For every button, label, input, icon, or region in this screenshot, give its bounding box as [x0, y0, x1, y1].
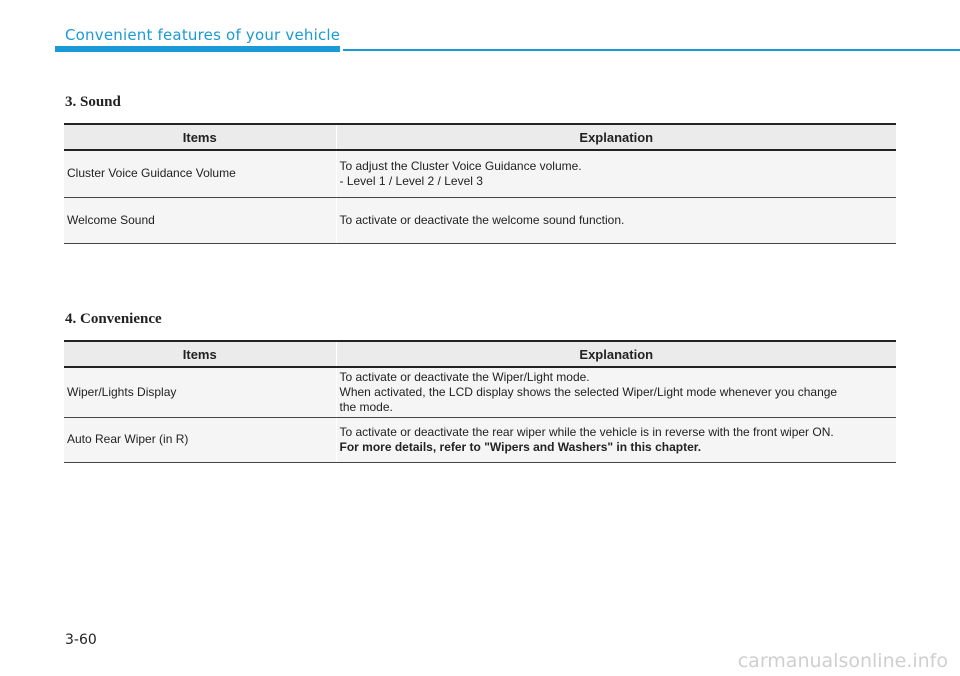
explanation-cell [336, 367, 896, 417]
explanation-line: When activated, the LCD display shows the selected Wiper/Light mode whenever you change [339, 384, 838, 399]
table-row [64, 417, 896, 462]
page-number: 3-60 [65, 632, 97, 648]
table-row [64, 197, 896, 243]
explanation-cell [336, 197, 896, 243]
table-row [64, 150, 896, 197]
chapter-title: Convenient features of your vehicle [65, 26, 341, 44]
convenience-header-explanation: Explanation [336, 341, 896, 367]
convenience-section-title: 4. Convenience [65, 311, 162, 327]
explanation-line: the mode. [339, 399, 393, 414]
header-rule-thick [55, 46, 340, 52]
header-rule-thin [343, 49, 960, 51]
explanation-reference: For more details, refer to "Wipers and Washers" in this chapter. [339, 439, 702, 454]
explanation-line: - Level 1 / Level 2 / Level 3 [339, 173, 483, 188]
convenience-table [64, 340, 896, 463]
item-cell: Cluster Voice Guidance Volume [64, 150, 336, 197]
explanation-line: To activate or deactivate the rear wiper while the vehicle is in reverse with the front wiper ON. [339, 424, 834, 439]
sound-header-explanation: Explanation [336, 124, 896, 150]
explanation-line: To activate or deactivate the welcome sound function. [339, 212, 625, 227]
item-cell: Auto Rear Wiper (in R) [64, 417, 336, 462]
explanation-line: To activate or deactivate the Wiper/Light mode. [339, 369, 590, 384]
convenience-header-items: Items [64, 341, 336, 367]
explanation-cell [336, 150, 896, 197]
item-cell: Welcome Sound [64, 197, 336, 243]
explanation-cell [336, 417, 896, 462]
watermark: carmanualsonline.info [737, 650, 948, 672]
table-row [64, 367, 896, 417]
explanation-line: To adjust the Cluster Voice Guidance volume. [339, 158, 582, 173]
item-cell: Wiper/Lights Display [64, 367, 336, 417]
sound-header-items: Items [64, 124, 336, 150]
sound-section-title: 3. Sound [65, 94, 121, 110]
sound-table [64, 123, 896, 244]
